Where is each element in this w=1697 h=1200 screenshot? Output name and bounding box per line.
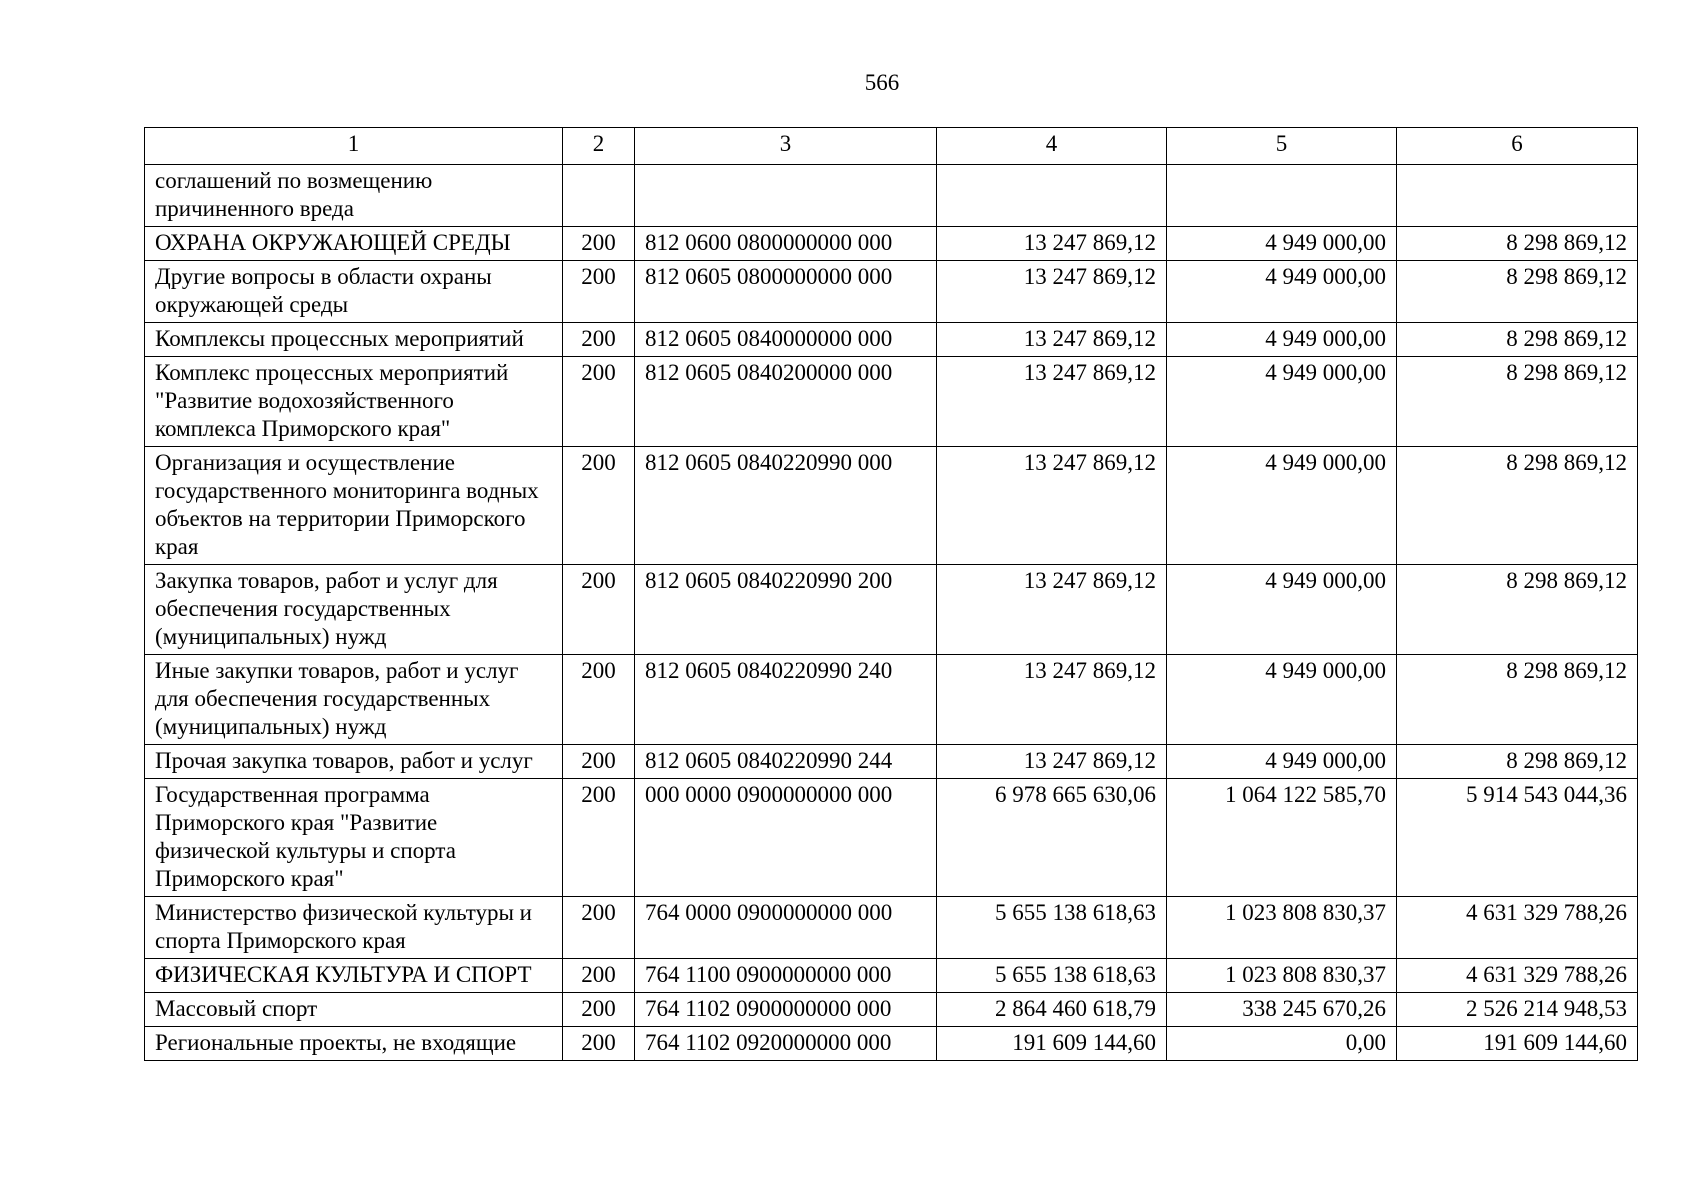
cell-name: соглашений по возмещению причиненного вреда bbox=[145, 165, 563, 227]
table-row bbox=[145, 959, 1638, 993]
cell-amount: 6 978 665 630,06 bbox=[937, 779, 1167, 897]
cell-amount: 8 298 869,12 bbox=[1397, 323, 1638, 357]
cell-kbk: 764 1102 0920000000 000 bbox=[635, 1027, 937, 1061]
cell-amount: 4 949 000,00 bbox=[1167, 655, 1397, 745]
cell-amount: 191 609 144,60 bbox=[937, 1027, 1167, 1061]
table-row bbox=[145, 655, 1638, 745]
cell-kbk: 764 0000 0900000000 000 bbox=[635, 897, 937, 959]
cell-name: Закупка товаров, работ и услуг для обеспечения государственных (муниципальных) нужд bbox=[145, 565, 563, 655]
cell-kbk: 000 0000 0900000000 000 bbox=[635, 779, 937, 897]
cell-code: 200 bbox=[563, 323, 635, 357]
table-row bbox=[145, 565, 1638, 655]
cell-amount: 4 949 000,00 bbox=[1167, 357, 1397, 447]
cell-name: Иные закупки товаров, работ и услуг для обеспечения государственных (муниципальных) нужд bbox=[145, 655, 563, 745]
cell-amount: 8 298 869,12 bbox=[1397, 565, 1638, 655]
cell-name: Государственная программа Приморского края "Развитие физической культуры и спорта Приморского края" bbox=[145, 779, 563, 897]
budget-table bbox=[144, 127, 1638, 1061]
cell-amount: 13 247 869,12 bbox=[937, 357, 1167, 447]
cell-amount: 13 247 869,12 bbox=[937, 447, 1167, 565]
cell-amount: 8 298 869,12 bbox=[1397, 745, 1638, 779]
cell-amount: 2 864 460 618,79 bbox=[937, 993, 1167, 1027]
cell-amount: 4 949 000,00 bbox=[1167, 323, 1397, 357]
cell-name: Комплексы процессных мероприятий bbox=[145, 323, 563, 357]
cell-amount: 8 298 869,12 bbox=[1397, 655, 1638, 745]
cell-amount bbox=[1397, 165, 1638, 227]
cell-amount: 4 949 000,00 bbox=[1167, 261, 1397, 323]
cell-kbk: 812 0605 0840220990 244 bbox=[635, 745, 937, 779]
cell-kbk: 812 0605 0840200000 000 bbox=[635, 357, 937, 447]
cell-kbk: 812 0600 0800000000 000 bbox=[635, 227, 937, 261]
table-row bbox=[145, 323, 1638, 357]
column-header: 1 bbox=[145, 128, 563, 165]
cell-code: 200 bbox=[563, 745, 635, 779]
cell-name: ФИЗИЧЕСКАЯ КУЛЬТУРА И СПОРТ bbox=[145, 959, 563, 993]
cell-amount: 4 631 329 788,26 bbox=[1397, 897, 1638, 959]
table-row bbox=[145, 165, 1638, 227]
cell-code: 200 bbox=[563, 993, 635, 1027]
cell-code: 200 bbox=[563, 779, 635, 897]
cell-amount: 8 298 869,12 bbox=[1397, 357, 1638, 447]
cell-amount: 5 655 138 618,63 bbox=[937, 959, 1167, 993]
table-row bbox=[145, 227, 1638, 261]
table-row bbox=[145, 357, 1638, 447]
column-header: 3 bbox=[635, 128, 937, 165]
cell-kbk: 764 1102 0900000000 000 bbox=[635, 993, 937, 1027]
cell-amount: 1 064 122 585,70 bbox=[1167, 779, 1397, 897]
cell-kbk: 812 0605 0840220990 000 bbox=[635, 447, 937, 565]
cell-code: 200 bbox=[563, 357, 635, 447]
table-header-row bbox=[145, 128, 1638, 165]
page-number: 566 bbox=[864, 70, 900, 95]
cell-amount: 1 023 808 830,37 bbox=[1167, 897, 1397, 959]
cell-name: Организация и осуществление государственного мониторинга водных объектов на территории Приморского края bbox=[145, 447, 563, 565]
cell-code: 200 bbox=[563, 897, 635, 959]
cell-amount: 8 298 869,12 bbox=[1397, 261, 1638, 323]
cell-amount: 4 949 000,00 bbox=[1167, 745, 1397, 779]
cell-code: 200 bbox=[563, 261, 635, 323]
table-row bbox=[145, 745, 1638, 779]
cell-name: ОХРАНА ОКРУЖАЮЩЕЙ СРЕДЫ bbox=[145, 227, 563, 261]
cell-code: 200 bbox=[563, 227, 635, 261]
cell-amount: 4 949 000,00 bbox=[1167, 227, 1397, 261]
cell-amount: 13 247 869,12 bbox=[937, 261, 1167, 323]
cell-amount: 2 526 214 948,53 bbox=[1397, 993, 1638, 1027]
cell-kbk: 812 0605 0840220990 240 bbox=[635, 655, 937, 745]
cell-name: Министерство физической культуры и спорта Приморского края bbox=[145, 897, 563, 959]
cell-name: Массовый спорт bbox=[145, 993, 563, 1027]
table-row bbox=[145, 261, 1638, 323]
column-header: 6 bbox=[1397, 128, 1638, 165]
cell-amount: 8 298 869,12 bbox=[1397, 227, 1638, 261]
cell-amount: 13 247 869,12 bbox=[937, 227, 1167, 261]
cell-amount bbox=[937, 165, 1167, 227]
cell-amount: 5 914 543 044,36 bbox=[1397, 779, 1638, 897]
cell-name: Комплекс процессных мероприятий "Развитие водохозяйственного комплекса Приморского края" bbox=[145, 357, 563, 447]
column-header: 2 bbox=[563, 128, 635, 165]
table-row bbox=[145, 447, 1638, 565]
cell-code bbox=[563, 165, 635, 227]
column-header: 4 bbox=[937, 128, 1167, 165]
cell-amount: 1 023 808 830,37 bbox=[1167, 959, 1397, 993]
cell-kbk bbox=[635, 165, 937, 227]
cell-amount: 8 298 869,12 bbox=[1397, 447, 1638, 565]
cell-amount: 13 247 869,12 bbox=[937, 323, 1167, 357]
cell-kbk: 812 0605 0840000000 000 bbox=[635, 323, 937, 357]
cell-name: Региональные проекты, не входящие bbox=[145, 1027, 563, 1061]
cell-amount bbox=[1167, 165, 1397, 227]
cell-code: 200 bbox=[563, 655, 635, 745]
cell-kbk: 764 1100 0900000000 000 bbox=[635, 959, 937, 993]
cell-code: 200 bbox=[563, 447, 635, 565]
cell-amount: 4 631 329 788,26 bbox=[1397, 959, 1638, 993]
cell-amount: 13 247 869,12 bbox=[937, 565, 1167, 655]
table-row bbox=[145, 779, 1638, 897]
cell-code: 200 bbox=[563, 959, 635, 993]
column-header: 5 bbox=[1167, 128, 1397, 165]
cell-name: Прочая закупка товаров, работ и услуг bbox=[145, 745, 563, 779]
cell-amount: 4 949 000,00 bbox=[1167, 565, 1397, 655]
cell-name: Другие вопросы в области охраны окружающей среды bbox=[145, 261, 563, 323]
table-body bbox=[145, 165, 1638, 1061]
cell-code: 200 bbox=[563, 1027, 635, 1061]
table-row bbox=[145, 993, 1638, 1027]
cell-amount: 5 655 138 618,63 bbox=[937, 897, 1167, 959]
cell-amount: 0,00 bbox=[1167, 1027, 1397, 1061]
cell-kbk: 812 0605 0800000000 000 bbox=[635, 261, 937, 323]
table-row bbox=[145, 1027, 1638, 1061]
cell-amount: 13 247 869,12 bbox=[937, 745, 1167, 779]
cell-amount: 4 949 000,00 bbox=[1167, 447, 1397, 565]
table-row bbox=[145, 897, 1638, 959]
cell-kbk: 812 0605 0840220990 200 bbox=[635, 565, 937, 655]
cell-code: 200 bbox=[563, 565, 635, 655]
cell-amount: 191 609 144,60 bbox=[1397, 1027, 1638, 1061]
cell-amount: 13 247 869,12 bbox=[937, 655, 1167, 745]
cell-amount: 338 245 670,26 bbox=[1167, 993, 1397, 1027]
